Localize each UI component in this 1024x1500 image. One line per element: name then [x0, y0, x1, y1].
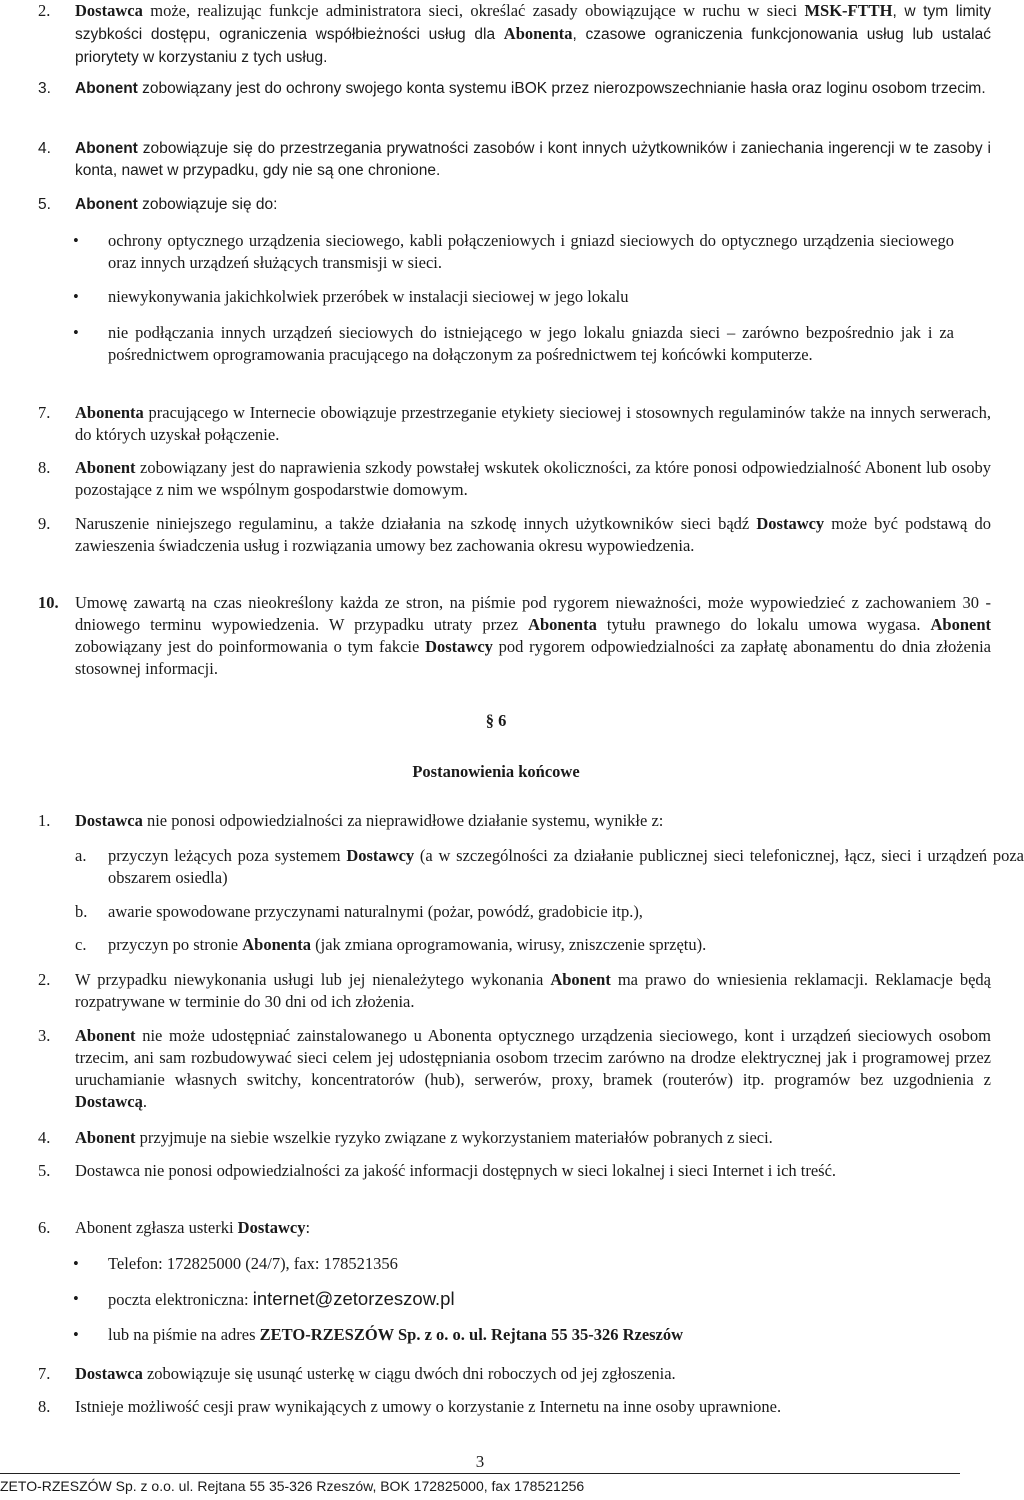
bold-term: MSK-FTTH — [804, 1, 893, 20]
item-text: ma prawo do wniesienia reklamacji. Reklamacje będą rozpatrywane w terminie do 30 dni od ich złożenia. — [75, 970, 991, 1011]
sec6-item-5 — [38, 1160, 991, 1182]
bold-term: Abonenta — [242, 935, 312, 954]
bullet-icon: • — [73, 1254, 79, 1273]
item-number: 2. — [38, 970, 51, 989]
item-text: , czasowe ograniczenia funkcjonowania usług lub ustalać priorytety w korzystaniu z tych usług. — [75, 26, 991, 66]
item-text: tytułu prawnego do lokalu umowa wygasa. — [596, 615, 931, 634]
item-number: 3. — [38, 80, 51, 97]
sec5-item-7 — [38, 402, 991, 446]
item-text: zobowiązuje się usunąć usterkę w ciągu dwóch dni roboczych od jej zgłoszenia. — [142, 1364, 676, 1383]
item-text: W przypadku niewykonania usługi lub jej nienależytego wykonania — [75, 970, 551, 989]
sub-letter: c. — [75, 935, 87, 954]
sec5-item-4 — [38, 138, 991, 182]
item-text: pod rygorem odpowiedzialności za zapłatę abonamentu do dnia złożenia stosownej informacji. — [75, 637, 992, 678]
sub-text: awarie spowodowane przyczynami naturalnymi (pożar, powódź, gradobicie itp.), — [108, 902, 643, 921]
item-number: 5. — [38, 196, 51, 213]
item-text: Abonent zgłasza usterki — [75, 1218, 238, 1237]
bold-term: Abonent — [930, 615, 991, 634]
sec6-item-2 — [38, 969, 991, 1013]
bold-term: Dostawcy — [346, 846, 415, 865]
item-number: 8. — [38, 458, 51, 477]
contact-list — [38, 1253, 954, 1346]
sec6-item-1-c — [38, 934, 1024, 956]
item-number: 4. — [38, 140, 51, 157]
sec6-item-1-a — [38, 845, 1024, 889]
bold-term: Dostawca — [75, 1364, 143, 1383]
bullet-icon: • — [73, 323, 79, 342]
sec5-item-10 — [38, 592, 991, 680]
bullet-icon: • — [73, 231, 79, 250]
item-number: 1. — [38, 811, 51, 830]
sec6-item-3 — [38, 1025, 991, 1113]
list-item — [38, 286, 954, 308]
sec5-item-8 — [38, 457, 991, 501]
item-text: Umowę zawartą na czas nieokreślony każda ze stron, na piśmie pod rygorem nieważności, może wypowiedzieć z zachowaniem 30 - dniowego terminu wypowiedzenia. W przypadku utraty przez — [75, 593, 991, 634]
list-item — [38, 322, 954, 366]
address-label: lub na piśmie na adres — [108, 1325, 260, 1344]
item-text: Naruszenie niniejszego regulaminu, a także działania na szkodę innych użytkowników sieci bądź — [75, 514, 757, 533]
bullet-icon: • — [73, 287, 79, 306]
sec5-item-5-list — [38, 230, 954, 366]
item-text: zobowiązany jest do poinformowania o tym fakcie — [75, 637, 426, 656]
sec6-item-1 — [38, 810, 991, 832]
footer-divider — [0, 1473, 960, 1474]
section-title: Postanowienia końcowe — [412, 762, 580, 781]
bold-term: Abonent — [75, 196, 138, 213]
bullet-icon: • — [73, 1289, 79, 1308]
item-number: 10. — [38, 593, 59, 612]
sub-letter: b. — [75, 902, 88, 921]
address-text: ZETO-RZESZÓW Sp. z o. o. ul. Rejtana 55 35-326 Rzeszów — [259, 1325, 684, 1344]
item-number: 5. — [38, 1161, 51, 1180]
sec6-item-1-b — [38, 901, 1024, 923]
page-number: 3 — [475, 1452, 485, 1471]
list-item-text: ochrony optycznego urządzenia sieciowego, kabli połączeniowych i gniazd sieciowych do optycznego urządzenia sieciowego oraz innych urządzeń służących transmisji w sieci. — [108, 231, 954, 272]
item-number: 9. — [38, 514, 51, 533]
section-number: § 6 — [485, 711, 507, 730]
sec5-item-5 — [38, 194, 991, 216]
bold-term: Abonent — [75, 80, 138, 97]
item-number: 7. — [38, 403, 51, 422]
sub-letter: a. — [75, 846, 87, 865]
phone-text: Telefon: 172825000 (24/7), fax: 178521356 — [108, 1254, 398, 1273]
item-number: 3. — [38, 1026, 51, 1045]
bullet-icon: • — [73, 1325, 79, 1344]
item-text: zobowiązany jest do ochrony swojego konta systemu iBOK przez nierozpowszechnianie hasła oraz loginu osobom trzecim. — [137, 80, 986, 97]
sub-text: (a w szczególności za działanie publicznej sieci telefonicznej, łącz, sieci i urządzeń poza obszarem osiedla) — [108, 846, 1024, 887]
item-text: może być podstawą do zawieszenia świadczenia usług i rozwiązania umowy bez zachowania okresu wypowiedzenia. — [75, 514, 991, 555]
sec5-item-3 — [38, 78, 991, 100]
bold-term: Abonenta — [528, 615, 597, 634]
sec5-item-9 — [38, 513, 991, 557]
item-text: , w tym limity szybkości dostępu, ograniczenia współbieżności usług dla — [75, 3, 992, 43]
sec6-item-4 — [38, 1127, 991, 1149]
item-text: zobowiązany jest do naprawienia szkody powstałej wskutek okoliczności, za które ponosi odpowiedzialność Abonent lub osoby pozostające z nim we wspólnym gospodarstwie domowym. — [75, 458, 991, 499]
item-text: nie ponosi odpowiedzialności za nieprawidłowe działanie systemu, wynikłe z: — [142, 811, 664, 830]
item-text: zobowiązuje się do: — [137, 196, 278, 213]
sec6-item-6 — [38, 1217, 991, 1239]
list-item-text: niewykonywania jakichkolwiek przeróbek w instalacji sieciowej w jego lokalu — [108, 287, 629, 306]
bold-term: Dostawcy — [756, 514, 825, 533]
sub-text: przyczyn po stronie — [108, 935, 243, 954]
item-text: Istnieje możliwość cesji praw wynikających z umowy o korzystanie z Internetu na inne osoby uprawnione. — [75, 1397, 782, 1416]
bold-term: Abonenta — [503, 24, 573, 43]
bold-term: Abonent — [550, 970, 611, 989]
sub-text: przyczyn leżących poza systemem — [108, 846, 347, 865]
sub-text: (jak zmiana oprogramowania, wirusy, zniszczenie sprzętu). — [311, 935, 707, 954]
contact-address — [38, 1324, 954, 1346]
bold-term: Abonent — [75, 1128, 136, 1147]
item-number: 7. — [38, 1364, 51, 1383]
item-number: 8. — [38, 1397, 51, 1416]
bold-term: Dostawcą — [75, 1092, 143, 1111]
page-footer: ZETO-RZESZÓW Sp. z o.o. ul. Rejtana 55 35-326 Rzeszów, BOK 172825000, fax 178521256 — [0, 1478, 585, 1494]
item-number: 2. — [38, 1, 51, 20]
item-text: Dostawca nie ponosi odpowiedzialności za jakość informacji dostępnych w sieci lokalnej i sieci Internet i ich treść. — [75, 1161, 837, 1180]
bold-term: Abonent — [75, 458, 136, 477]
item-text: pracującego w Internecie obowiązuje przestrzeganie etykiety sieciowej i stosownych regulaminów także na innych serwerach, do których uzyskał połączenie. — [75, 403, 991, 444]
sec5-item-2 — [38, 0, 991, 69]
item-text: : — [305, 1218, 311, 1237]
bold-term: Abonenta — [75, 403, 144, 422]
email-link[interactable]: internet@zetorzeszow.pl — [252, 1288, 455, 1309]
bold-term: Dostawca — [75, 1, 143, 20]
item-number: 6. — [38, 1218, 51, 1237]
bold-term: Dostawca — [75, 811, 143, 830]
contact-email — [38, 1288, 954, 1311]
bold-term: Dostawcy — [237, 1218, 306, 1237]
item-text: . — [142, 1092, 147, 1111]
bold-term: Dostawcy — [425, 637, 493, 656]
item-text: może, realizując funkcje administratora sieci, określać zasady obowiązujące w ruchu w sieci — [142, 1, 805, 20]
sec6-item-7 — [38, 1363, 991, 1385]
email-label: poczta elektroniczna: — [108, 1290, 253, 1309]
list-item — [38, 230, 954, 274]
sec6-item-8 — [38, 1396, 991, 1418]
bold-term: Abonent — [75, 1026, 136, 1045]
list-item-text: nie podłączania innych urządzeń sieciowych do istniejącego w jego lokalu gniazda sieci – zarówno bezpośrednio jak i za pośrednictwem oprogramowania pracującego na dołączonym za pośrednictwem tej końcówki komputerze. — [108, 323, 954, 364]
contact-phone — [38, 1253, 954, 1275]
item-text: nie może udostępniać zainstalowanego u Abonenta optycznego urządzenia sieciowego, kont i urządzeń sieciowych osobom trzecim, ani sam rozbudowywać sieci celem jej udostępniania osobom trzecim zarówno na drodze elektrycznej jak i programowej przez uruchamianie własnych switchy, koncentratorów (hub), serwerów, proxy, bramek (routerów) itp. programów bez uzgodnienia z — [75, 1026, 991, 1089]
item-number: 4. — [38, 1128, 51, 1147]
item-text: zobowiązuje się do przestrzegania prywatności zasobów i kont innych użytkowników i zaniechania ingerencji w te zasoby i konta, nawet w przypadku, gdy nie są one chronione. — [75, 140, 991, 179]
item-text: przyjmuje na siebie wszelkie ryzyko związane z wykorzystaniem materiałów pobranych z sieci. — [135, 1128, 773, 1147]
bold-term: Abonent — [75, 140, 138, 157]
